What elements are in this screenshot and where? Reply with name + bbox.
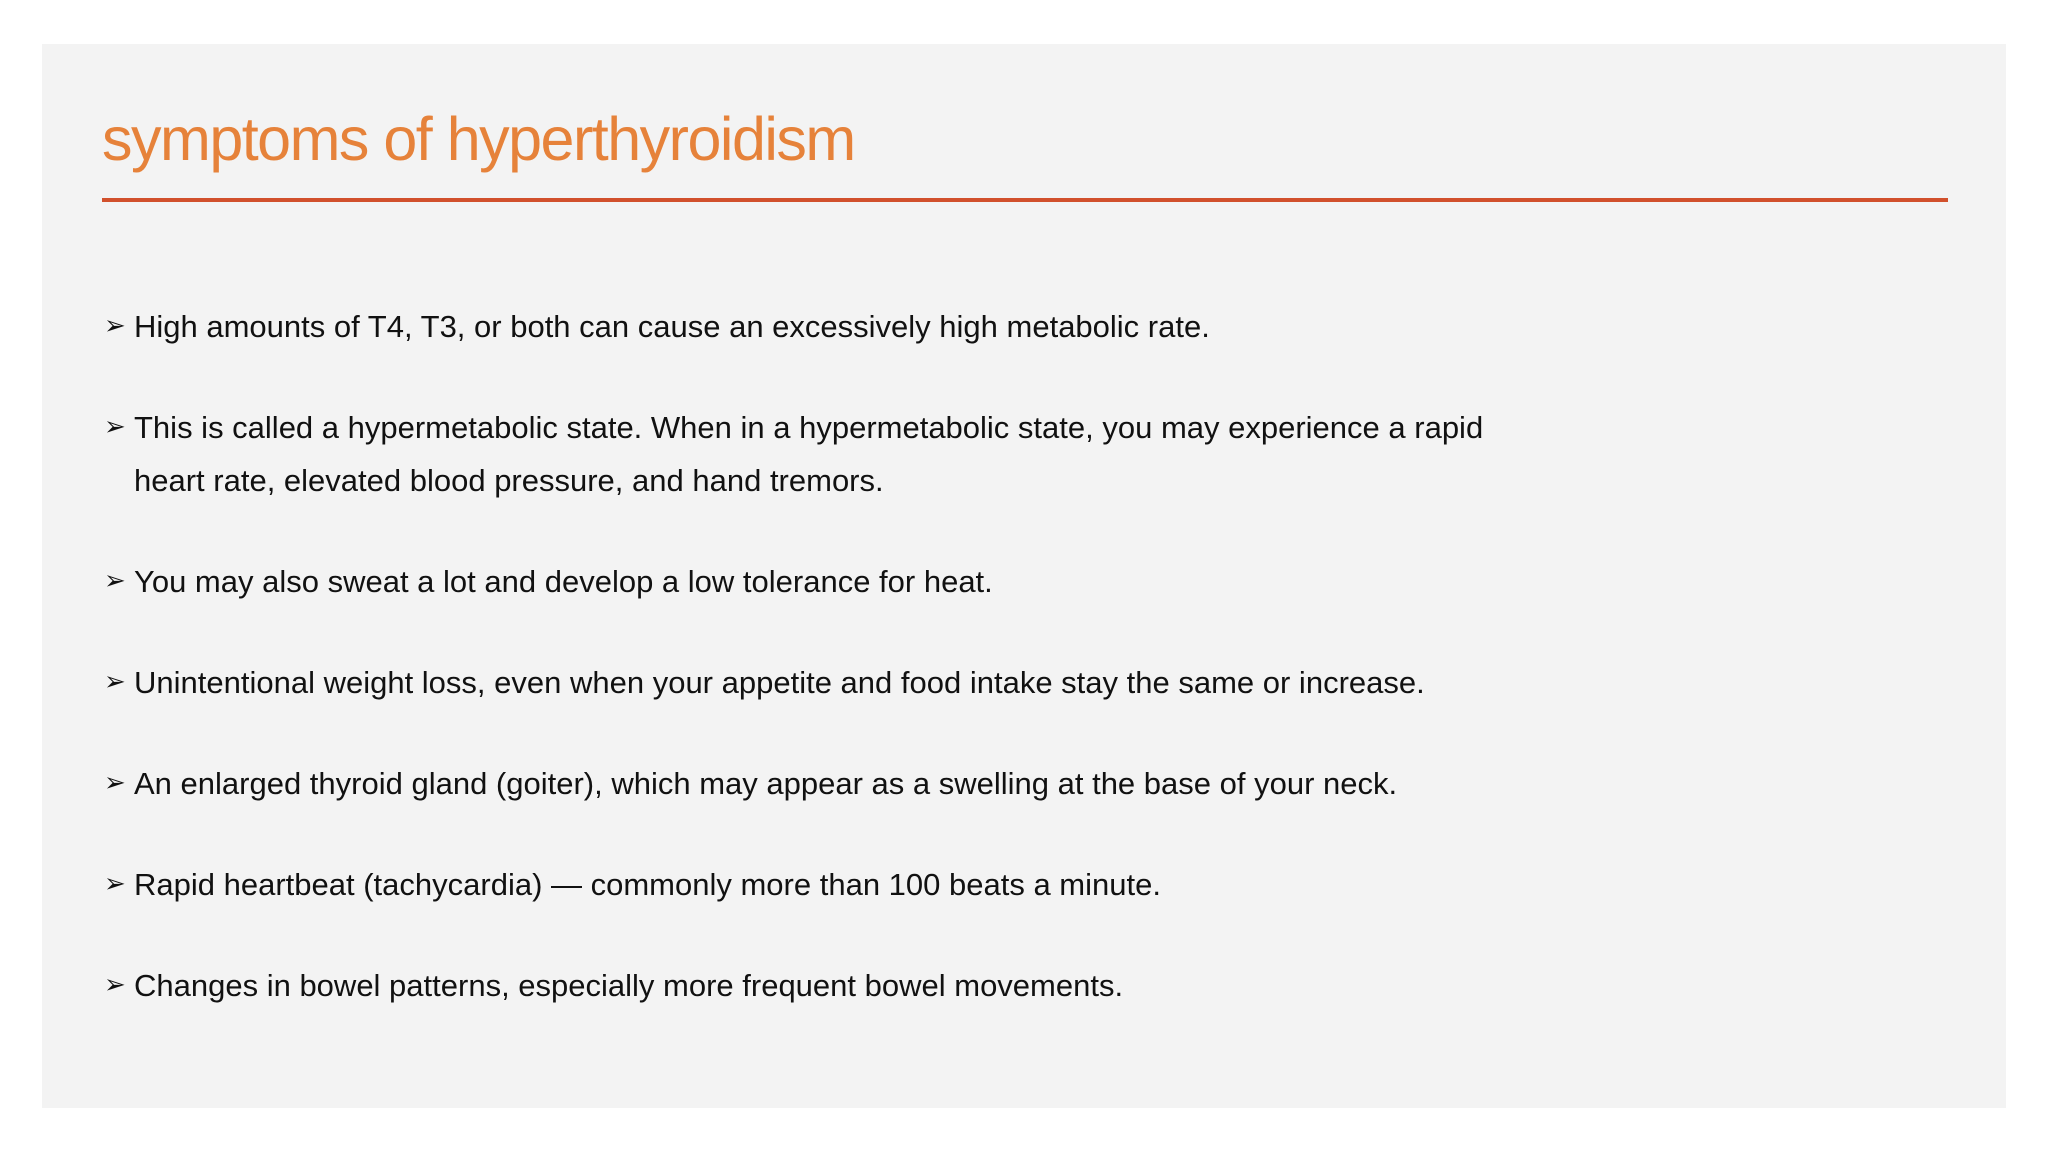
bullet-text: Unintentional weight loss, even when your appetite and food intake stay the same or increase. — [134, 665, 1425, 700]
arrowhead-bullet-icon: ➢ — [104, 311, 126, 341]
bullet-item — [104, 656, 1524, 709]
title-divider — [102, 198, 1948, 202]
bullet-item — [104, 555, 1524, 608]
bullet-text: Changes in bowel patterns, especially more frequent bowel movements. — [134, 968, 1124, 1003]
slide — [42, 44, 2006, 1108]
arrowhead-bullet-icon: ➢ — [104, 970, 126, 1000]
bullet-item — [104, 300, 1524, 353]
bullet-text: You may also sweat a lot and develop a low tolerance for heat. — [134, 564, 993, 599]
bullet-item — [104, 757, 1524, 810]
bullet-text: High amounts of T4, T3, or both can cause an excessively high metabolic rate. — [134, 309, 1210, 344]
bullet-item — [104, 959, 1524, 1012]
bullet-item — [104, 858, 1524, 911]
bullet-item — [104, 401, 1524, 507]
arrowhead-bullet-icon: ➢ — [104, 566, 126, 596]
bullet-text: An enlarged thyroid gland (goiter), which may appear as a swelling at the base of your neck. — [134, 766, 1398, 801]
arrowhead-bullet-icon: ➢ — [104, 412, 126, 442]
bullet-text: Rapid heartbeat (tachycardia) — commonly more than 100 beats a minute. — [134, 867, 1161, 902]
slide-title: symptoms of hyperthyroidism — [102, 105, 855, 173]
arrowhead-bullet-icon: ➢ — [104, 667, 126, 697]
bullet-list — [104, 300, 1524, 1060]
arrowhead-bullet-icon: ➢ — [104, 768, 126, 798]
arrowhead-bullet-icon: ➢ — [104, 869, 126, 899]
bullet-text: This is called a hypermetabolic state. When in a hypermetabolic state, you may experience a rapid heart rate, elevated blood pressure, and hand tremors. — [134, 410, 1484, 498]
